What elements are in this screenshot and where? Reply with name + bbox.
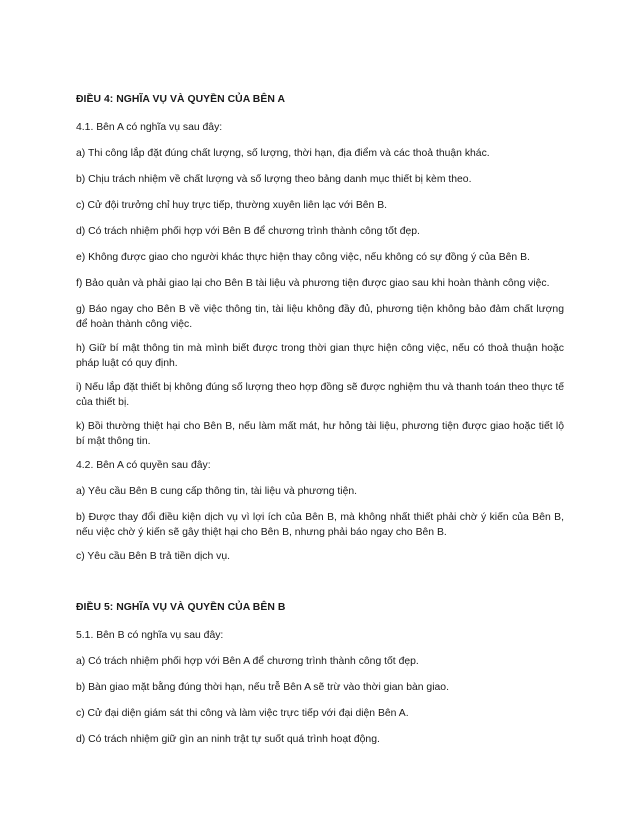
clause-4-1-e: e) Không được giao cho người khác thực hiện thay công việc, nếu không có sự đồng ý của Bên B. — [76, 252, 530, 263]
article-4-section — [76, 93, 564, 564]
clause-4-2-c: c) Yêu cầu Bên B trả tiền dịch vụ. — [76, 551, 231, 562]
clause-4-2-intro: 4.2. Bên A có quyền sau đây: — [76, 460, 211, 471]
article-5-heading: ĐIỀU 5: NGHĨA VỤ VÀ QUYỀN CỦA BÊN B — [76, 602, 286, 613]
article-5-section — [76, 601, 564, 747]
clause-5-1-d: d) Có trách nhiệm giữ gìn an ninh trật tự suốt quá trình hoạt động. — [76, 734, 380, 745]
clause-4-1-f: f) Bảo quản và phải giao lại cho Bên B tài liệu và phương tiện được giao sau khi hoàn thành công việc. — [76, 278, 550, 289]
clause-4-1-i: i) Nếu lắp đặt thiết bị không đúng số lượng theo hợp đồng sẽ được nghiệm thu và thanh toán theo thực tế của thiết bị. — [76, 382, 564, 408]
article-4-heading: ĐIỀU 4: NGHĨA VỤ VÀ QUYỀN CỦA BÊN A — [76, 94, 286, 105]
clause-4-2-a: a) Yêu cầu Bên B cung cấp thông tin, tài liệu và phương tiện. — [76, 486, 358, 497]
clause-5-1-c: c) Cử đại diện giám sát thi công và làm việc trực tiếp với đại diện Bên A. — [76, 708, 409, 719]
document-body — [76, 93, 564, 758]
section-spacer — [76, 575, 564, 601]
clause-5-1-b: b) Bàn giao mặt bằng đúng thời hạn, nếu trễ Bên A sẽ trừ vào thời gian bàn giao. — [76, 682, 449, 693]
clause-4-1-a: a) Thi công lắp đặt đúng chất lượng, số lượng, thời hạn, địa điểm và các thoả thuận khác. — [76, 148, 490, 159]
clause-4-1-d: d) Có trách nhiệm phối hợp với Bên B để chương trình thành công tốt đẹp. — [76, 226, 420, 237]
clause-4-1-c: c) Cử đội trưởng chỉ huy trực tiếp, thường xuyên liên lạc với Bên B. — [76, 200, 388, 211]
clause-4-1-g: g) Báo ngay cho Bên B về việc thông tin, tài liệu không đầy đủ, phương tiện không bảo đảm chất lượng để hoàn thành công việc. — [76, 304, 564, 330]
clause-5-1-a: a) Có trách nhiệm phối hợp với Bên A để chương trình thành công tốt đẹp. — [76, 656, 419, 667]
clause-4-1-intro: 4.1. Bên A có nghĩa vụ sau đây: — [76, 122, 223, 133]
clause-4-1-k: k) Bồi thường thiệt hại cho Bên B, nếu làm mất mát, hư hỏng tài liệu, phương tiện được giao hoặc tiết lộ bí mật thông tin. — [76, 421, 564, 447]
clause-4-1-b: b) Chịu trách nhiệm về chất lượng và số lượng theo bảng danh mục thiết bị kèm theo. — [76, 174, 472, 185]
clause-4-1-h: h) Giữ bí mật thông tin mà mình biết được trong thời gian thực hiện công việc, nếu có thoả thuận hoặc pháp luật có quy định. — [76, 343, 564, 369]
clause-5-1-intro: 5.1. Bên B có nghĩa vụ sau đây: — [76, 630, 224, 641]
clause-4-2-b: b) Được thay đổi điều kiện dịch vụ vì lợi ích của Bên B, mà không nhất thiết phải chờ ý kiến của Bên B, nếu việc chờ ý kiến sẽ gây thiệt hại cho Bên B, nhưng phải báo ngay cho Bên B. — [76, 512, 564, 538]
